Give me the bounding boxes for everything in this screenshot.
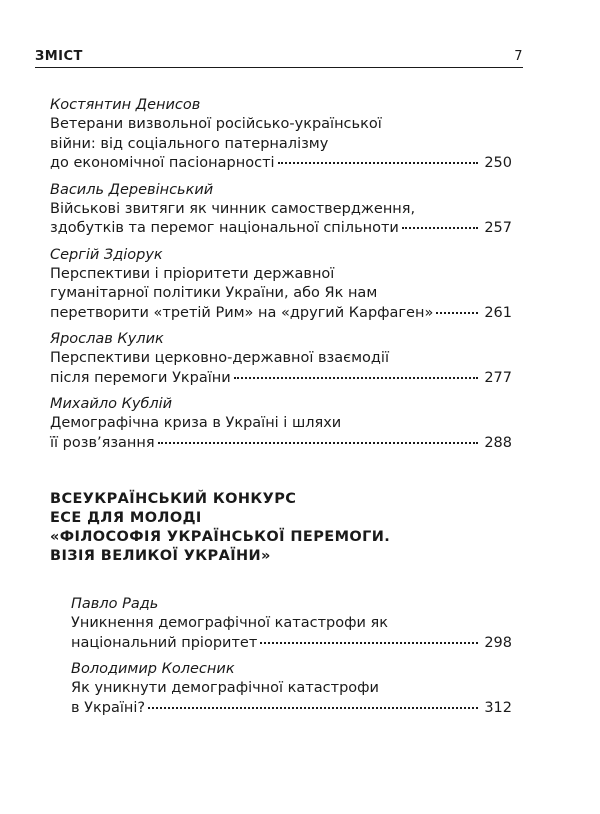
header-page-number: 7 (514, 49, 523, 64)
header-title: ЗМІСТ (35, 49, 83, 64)
entry-title-line: Ветерани визвольної російсько-української (50, 116, 382, 132)
entry-page-number: 257 (484, 220, 512, 236)
entry-title-line: війни: від соціального патерналізму (50, 135, 329, 152)
section-heading-line: ЕСЕ ДЛЯ МОЛОДІ (50, 510, 202, 526)
entry-page-number: 250 (484, 155, 512, 171)
dot-leader (260, 641, 478, 644)
entry-author: Павло Радь (71, 596, 159, 612)
dot-leader (436, 311, 478, 314)
dot-leader (278, 161, 479, 164)
entry-page-number: 298 (484, 634, 512, 651)
entry-title-line: її розв’язання (50, 434, 155, 451)
entry-page-number: 312 (484, 699, 512, 716)
entry-author: Костянтин Денисов (50, 97, 201, 113)
entry-page-number: 288 (484, 434, 512, 451)
dot-leader (234, 376, 479, 379)
entry-author: Ярослав Кулик (50, 331, 164, 347)
section-heading-line: «ФІЛОСОФІЯ УКРАЇНСЬКОЇ ПЕРЕМОГИ. (50, 529, 391, 545)
toc-entries-contest (71, 594, 512, 724)
entry-title-line: гуманітарної політики України, або Як нам (50, 285, 378, 301)
entry-author: Сергій Здіорук (50, 246, 163, 263)
header-rule (35, 67, 523, 68)
toc-entry[interactable] (50, 329, 512, 388)
entry-title-line: Демографічна криза в Україні і шляхи (50, 415, 342, 431)
entry-title-line: Уникнення демографічної катастрофи як (71, 615, 389, 631)
entry-last-line (50, 219, 512, 239)
running-header (35, 42, 523, 64)
entry-title-line: Перспективи і пріоритети державної (50, 265, 335, 282)
entry-last-line (50, 304, 512, 324)
section-heading[interactable] (50, 490, 450, 566)
dot-leader (158, 441, 479, 444)
section-heading-line: ВІЗІЯ ВЕЛИКОЇ УКРАЇНИ» (50, 548, 271, 564)
entry-title-line: перетворити «третій Рим» на «другий Карфаген» (50, 304, 434, 321)
entry-title-line: Військові звитяги як чинник самоствердження, (50, 200, 416, 217)
toc-entry[interactable] (50, 245, 512, 324)
toc-entry[interactable] (50, 95, 512, 174)
entry-title-line: в Україні? (71, 699, 146, 716)
entry-last-line (50, 154, 512, 174)
entry-title-line: до економічної пасіонарності (50, 155, 275, 171)
entry-page-number: 277 (484, 369, 512, 386)
toc-entry[interactable] (71, 594, 512, 653)
entry-author: Михайло Кублій (50, 396, 173, 412)
entry-last-line (50, 434, 512, 454)
toc-entry[interactable] (50, 180, 512, 239)
entry-title-line: національний пріоритет (71, 634, 258, 651)
dot-leader (148, 706, 478, 709)
dot-leader (402, 226, 478, 229)
section-heading-line: ВСЕУКРАЇНСЬКИЙ КОНКУРС (50, 491, 297, 507)
toc-entry[interactable] (71, 659, 512, 718)
entry-page-number: 261 (484, 304, 512, 321)
entry-last-line (71, 634, 512, 654)
entry-last-line (50, 369, 512, 389)
entry-title-line: здобутків та перемог національної спільноти (50, 220, 399, 236)
toc-entry[interactable] (50, 394, 512, 453)
entry-last-line (71, 699, 512, 719)
entry-author: Василь Деревінський (50, 181, 214, 198)
entry-title-line: Перспективи церковно-державної взаємодії (50, 350, 389, 366)
entry-title-line: після перемоги України (50, 369, 231, 386)
entry-author: Володимир Колесник (71, 661, 235, 677)
entry-title-line: Як уникнути демографічної катастрофи (71, 680, 379, 696)
toc-entries (50, 95, 512, 459)
